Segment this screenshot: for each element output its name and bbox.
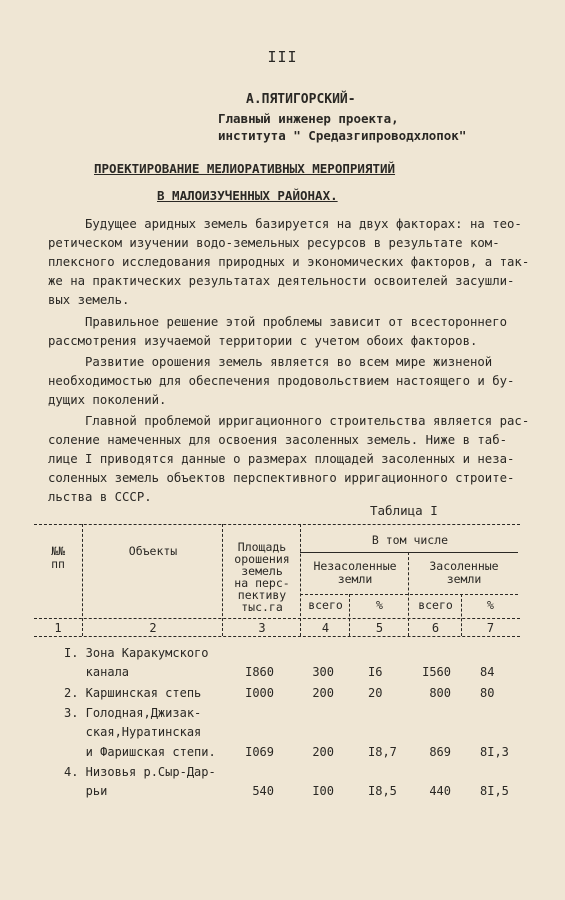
column-number: 5 — [375, 621, 384, 635]
body-line: рассмотрения изучаемой территории с учетом обоих факторов. — [48, 334, 478, 348]
header-saline-pct: % — [487, 598, 494, 612]
header-saline: Засоленные земли — [429, 559, 499, 586]
body-line: соленных земель объектов перспективного ирригационного строите- — [48, 471, 515, 485]
body-line: лице I приводятся данные о размерах площадей засоленных и неза- — [48, 452, 515, 466]
subheader-rule — [300, 552, 518, 553]
row-saline-total: 800 — [429, 686, 451, 700]
header-area: Площадь орошения земель на перс- пективу тыс.га — [234, 540, 290, 614]
row-saline-total: 440 — [429, 784, 451, 798]
row-nonsaline-total: 300 — [312, 665, 334, 679]
body-line: же на практических результатах деятельности освоителей засушли- — [48, 274, 515, 288]
body-line: дущих поколений. — [48, 393, 167, 407]
author-position: Главный инженер проекта, — [218, 111, 399, 126]
table-caption: Таблица I — [370, 503, 438, 518]
table-top-rule — [34, 524, 520, 525]
row-object: 3. Голодная,Джизак- — [64, 706, 202, 720]
article-title-line1: ПРОЕКТИРОВАНИЕ МЕЛИОРАТИВНЫХ МЕРОПРИЯТИЙ — [94, 161, 396, 176]
row-object: и Фаришская степи. — [64, 745, 216, 759]
row-nonsaline-pct: I6 — [368, 665, 383, 679]
body-line: вых земель. — [48, 293, 130, 307]
column-separator — [461, 594, 462, 636]
header-including: В том числе — [371, 533, 449, 547]
header-objects: Объекты — [128, 544, 178, 558]
column-separator — [222, 524, 223, 636]
colnum-bottom-rule — [34, 636, 520, 637]
row-area: I000 — [245, 686, 274, 700]
row-object: 4. Низовья р.Сыр-Дар- — [64, 765, 216, 779]
row-nonsaline-total: 200 — [312, 686, 334, 700]
row-nonsaline-total: I00 — [312, 784, 334, 798]
column-separator — [349, 594, 350, 636]
row-nonsaline-total: 200 — [312, 745, 334, 759]
subheader-rule — [300, 594, 518, 595]
page-number: III — [267, 48, 298, 66]
row-area: I860 — [245, 665, 274, 679]
row-saline-pct: 84 — [480, 665, 495, 679]
row-saline-total: I560 — [422, 665, 451, 679]
header-nonsaline: Незасоленные земли — [313, 559, 397, 586]
body-line: ретическом изучении водо-земельных ресурсов в результате ком- — [48, 236, 500, 250]
body-line: Будущее аридных земель базируется на двух факторах: на тео- — [48, 217, 522, 231]
row-nonsaline-pct: I8,7 — [368, 745, 397, 759]
row-saline-pct: 8I,5 — [480, 784, 509, 798]
article-title-line2: В МАЛОИЗУЧЕННЫХ РАЙОНАХ. — [157, 188, 338, 203]
row-area: I069 — [245, 745, 274, 759]
header-saline-total: всего — [418, 598, 453, 612]
header-num: №№ пп — [51, 544, 65, 571]
row-object: рьи — [64, 784, 108, 798]
column-number: 4 — [321, 621, 330, 635]
row-nonsaline-pct: I8,5 — [368, 784, 397, 798]
row-object: I. Зона Каракумского — [64, 646, 209, 660]
header-nonsaline-pct: % — [376, 598, 383, 612]
column-separator — [300, 524, 301, 636]
body-line: Главной проблемой ирригационного строительства является рас- — [48, 414, 530, 428]
body-line: льства в СССР. — [48, 490, 152, 504]
body-line: плексного исследования природных и экономических факторов, а так- — [48, 255, 530, 269]
column-separator — [408, 552, 409, 636]
body-line: необходимостью для обеспечения продовольствием настоящего и бу- — [48, 374, 515, 388]
row-saline-pct: 8I,3 — [480, 745, 509, 759]
row-object: 2. Каршинская степь — [64, 686, 202, 700]
row-nonsaline-pct: 20 — [368, 686, 383, 700]
body-line: Правильное решение этой проблемы зависит от всестороннего — [48, 315, 508, 329]
header-nonsaline-total: всего — [308, 598, 343, 612]
row-object: канала — [64, 665, 130, 679]
column-number: 2 — [149, 621, 157, 635]
column-number: 3 — [258, 621, 266, 635]
row-area: 540 — [252, 784, 274, 798]
column-separator — [82, 524, 83, 636]
author-name: А.ПЯТИГОРСКИЙ- — [246, 92, 356, 107]
column-number: 1 — [54, 621, 62, 635]
author-institute: института " Средазгипроводхлопок" — [218, 128, 467, 143]
body-line: соление намеченных для освоения засоленных земель. Ниже в таб- — [48, 433, 508, 447]
column-number: 6 — [431, 621, 440, 635]
column-number: 7 — [486, 621, 495, 635]
row-saline-pct: 80 — [480, 686, 495, 700]
header-bottom-rule — [34, 618, 520, 619]
row-object: ская,Нуратинская — [64, 725, 202, 739]
row-saline-total: 869 — [429, 745, 451, 759]
body-line: Развитие орошения земель является во всем мире жизненой — [48, 355, 493, 369]
